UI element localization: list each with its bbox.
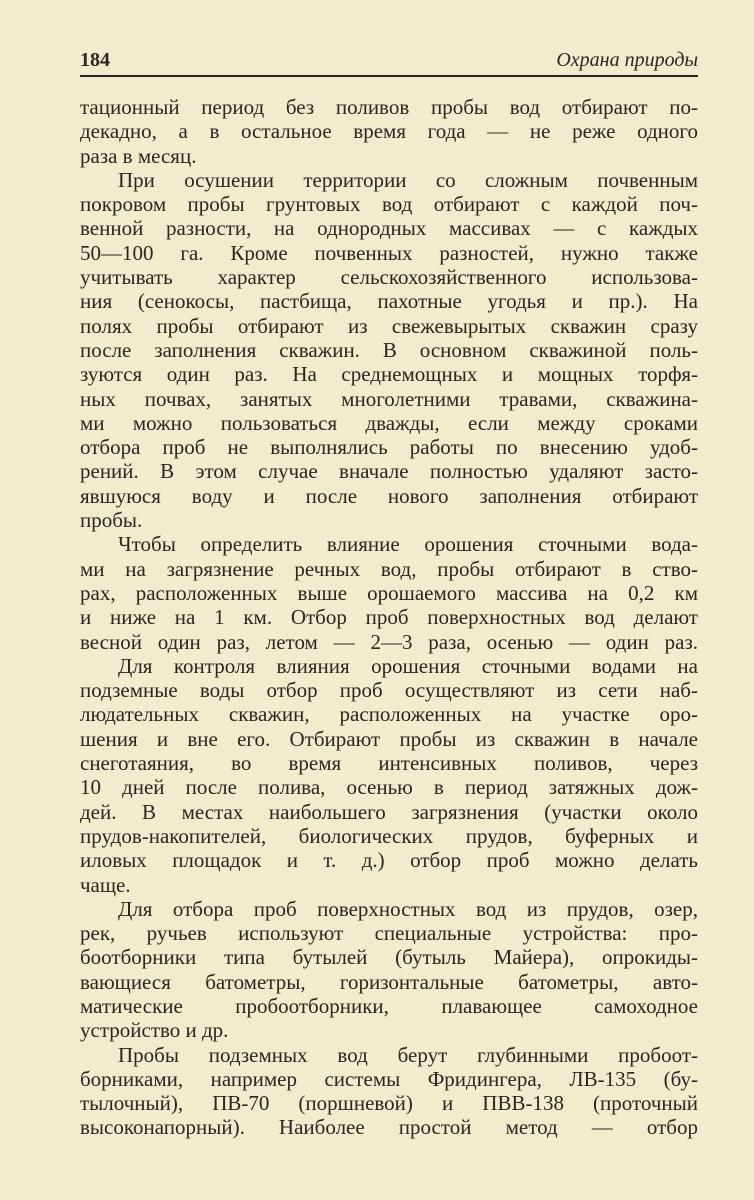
text-line: вающиеся батометры, горизонтальные батометры, авто-	[80, 969, 698, 994]
header-rule	[80, 75, 698, 77]
text-line: зуются один раз. На среднемощных и мощных торфя-	[80, 362, 698, 387]
paragraph	[80, 532, 698, 653]
paragraph	[80, 654, 698, 897]
paragraph	[80, 897, 698, 1043]
text-line: борниками, например системы Фридингера, ЛВ-135 (бу-	[80, 1066, 698, 1091]
text-line: венной разности, на однородных массивах — с каждых	[80, 216, 698, 241]
text-line: 10 дней после полива, осенью в период затяжных дож-	[80, 775, 698, 800]
text-line: 50—100 га. Кроме почвенных разностей, нужно также	[80, 240, 698, 265]
text-line: боотборники типа бутылей (бутыль Майера), опрокиды-	[80, 945, 698, 970]
text-line: рений. В этом случае вначале полностью удаляют засто-	[80, 459, 698, 484]
text-line: устройство и др.	[80, 1018, 229, 1043]
text-line: прудов-накопителей, биологических прудов, буферных и	[80, 823, 698, 848]
text-line: рек, ручьев используют специальные устройства: про-	[80, 921, 698, 946]
text-line: учитывать характер сельскохозяйственного использова-	[80, 265, 698, 290]
text-line: декадно, а в остальное время года — не реже одного	[80, 119, 698, 144]
text-line: явшуюся воду и после нового заполнения отбирают	[80, 483, 698, 508]
page-number: 184	[80, 49, 110, 71]
text-line: Для отбора проб поверхностных вод из прудов, озер,	[118, 896, 698, 921]
text-line: и ниже на 1 км. Отбор проб поверхностных вод делают	[80, 605, 698, 630]
text-line: иловых площадок и т. д.) отбор проб можно делать	[80, 848, 698, 873]
text-line: матические пробоотборники, плавающее самоходное	[80, 993, 698, 1018]
text-line: отбора проб не выполнялись работы по внесению удоб-	[80, 435, 698, 460]
text-line: тационный период без поливов пробы вод отбирают по-	[80, 95, 698, 119]
text-line: ми можно пользоваться дважды, если между сроками	[80, 410, 698, 435]
text-line: Для контроля влияния орошения сточными водами на	[118, 653, 698, 678]
text-line: Чтобы определить влияние орошения сточными вода-	[118, 532, 698, 557]
text-line: пробы.	[80, 508, 143, 533]
text-line: после заполнения скважин. В основном скважиной поль-	[80, 337, 698, 362]
body-text	[80, 95, 698, 1140]
text-line: людательных скважин, расположенных на участке оро-	[80, 702, 698, 727]
text-line: тылочный), ПВ-70 (поршневой) и ПВВ-138 (проточный	[80, 1091, 698, 1116]
text-line: рах, расположенных выше орошаемого массива на 0,2 км	[80, 580, 698, 605]
text-line: полях пробы отбирают из свежевырытых скважин сразу	[80, 313, 698, 338]
text-line: подземные воды отбор проб осуществляют из сети наб-	[80, 678, 698, 703]
section-title: Охрана природы	[556, 49, 698, 71]
text-line: При осушении территории со сложным почвенным	[118, 167, 698, 192]
text-line: ми на загрязнение речных вод, пробы отбирают в ство-	[80, 556, 698, 581]
running-head	[80, 46, 698, 74]
text-line: раза в месяц.	[80, 143, 197, 168]
text-line: покровом пробы грунтовых вод отбирают с каждой поч-	[80, 192, 698, 217]
text-line: весной один раз, летом — 2—3 раза, осенью — один раз.	[80, 629, 698, 654]
text-line: дей. В местах наибольшего загрязнения (участки около	[80, 799, 698, 824]
text-line: высоконапорный). Наиболее простой метод — отбор	[80, 1115, 698, 1140]
text-line: шения и вне его. Отбирают пробы из скважин в начале	[80, 726, 698, 751]
text-line: ных почвах, занятых многолетними травами, скважина-	[80, 386, 698, 411]
text-line: чаще.	[80, 872, 131, 897]
paragraph	[80, 168, 698, 532]
text-line: ния (сенокосы, пастбища, пахотные угодья и пр.). На	[80, 289, 698, 314]
text-line: Пробы подземных вод берут глубинными пробоот-	[118, 1042, 698, 1067]
paragraph	[80, 1043, 698, 1140]
paragraph	[80, 95, 698, 168]
text-line: снеготаяния, во время интенсивных поливов, через	[80, 751, 698, 776]
